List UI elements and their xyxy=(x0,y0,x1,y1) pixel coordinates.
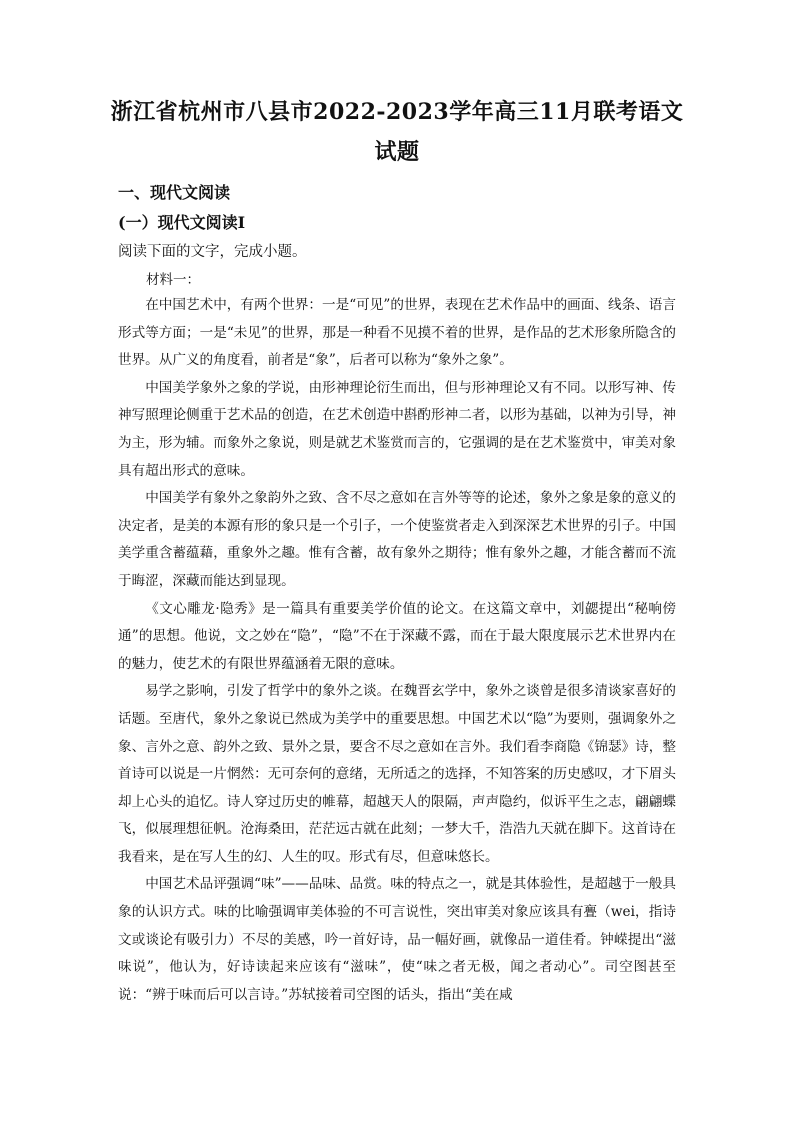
section-heading: 一、现代文阅读 xyxy=(118,183,231,202)
subsection-heading: (一）现代文阅读Ⅰ xyxy=(118,213,246,232)
paragraph-3: 中国美学有象外之象韵外之致、含不尽之意如在言外等等的论述，象外之象是象的意义的决定者，是美的本源有形的象只是一个引子，一个使鉴赏者走入到深深艺术世界的引子。中国美学重含蓄蕴藉，重象外之趣。惟有含蓄，故有象外之期待；惟有象外之趣，才能含蓄而不流于晦涩，深藏而能达到显现。 xyxy=(118,490,676,589)
article-body xyxy=(118,292,676,1009)
instruction-text: 阅读下面的文字，完成小题。 xyxy=(118,244,307,260)
paragraph-1: 在中国艺术中，有两个世界：一是“可见”的世界，表现在艺术作品中的画面、线条、语言形式等方面；一是“未见”的世界，那是一种看不见摸不着的世界，是作品的艺术形象所隐含的世界。从广义的角度看，前者是“象”，后者可以称为“象外之象”。 xyxy=(118,297,676,369)
paragraph-6: 中国艺术品评强调“味”——品味、品赏。味的特点之一，就是其体验性，是超越于一般具象的认识方式。味的比喻强调审美体验的不可言说性，突出审美对象应该具有亹（wei，指诗文或谈论有吸引力）不尽的美感，吟一首好诗，品一幅好画，就像品一道佳肴。钟嵘提出“滋味说”，他认为，好诗读起来应该有“滋味”，使“味之者无极，闻之者动心”。司空图甚至说：“辨于味而后可以言诗。”苏轼接着司空图的话头，指出“美在咸 xyxy=(118,876,676,1003)
material-label: 材料一： xyxy=(146,272,200,288)
paragraph-2: 中国美学象外之象的学说，由形神理论衍生而出，但与形神理论又有不同。以形写神、传神写照理论侧重于艺术品的创造，在艺术创造中斟酌形神二者，以形为基础，以神为引导，神为主，形为辅。而象外之象说，则是就艺术鉴赏而言的，它强调的是在艺术鉴赏中，审美对象具有超出形式的意味。 xyxy=(118,379,676,479)
document-title: 浙江省杭州市八县市2022-2023学年高三11月联考语文试题 xyxy=(110,99,684,165)
paragraph-4: 《文心雕龙·隐秀》是一篇具有重要美学价值的论文。在这篇文章中，刘勰提出“秘响傍通”的思想。他说，文之妙在“隐”，“隐”不在于深藏不露，而在于最大限度展示艺术世界内在的魅力，使艺术的有限世界蕴涵着无限的意味。 xyxy=(118,600,676,672)
paragraph-5: 易学之影响，引发了哲学中的象外之谈。在魏晋玄学中，象外之谈曾是很多清谈家喜好的话题。至唐代，象外之象说已然成为美学中的重要思想。中国艺术以“隐”为要则，强调象外之象、言外之意、韵外之致、景外之景，要含不尽之意如在言外。我们看李商隐《锦瑟》诗，整首诗可以说是一片惘然：无可奈何的意绪，无所适之的选择，不知答案的历史感叹，才下眉头却上心头的追忆。诗人穿过历史的帷幕，超越天人的限隔，声声隐约，似诉平生之志，翩翩蝶飞，似展理想征帆。沧海桑田，茫茫远古就在此刻；一梦大千，浩浩九天就在脚下。这首诗在我看来，是在写人生的幻、人生的叹。形式有尽，但意味悠长。 xyxy=(118,683,676,865)
